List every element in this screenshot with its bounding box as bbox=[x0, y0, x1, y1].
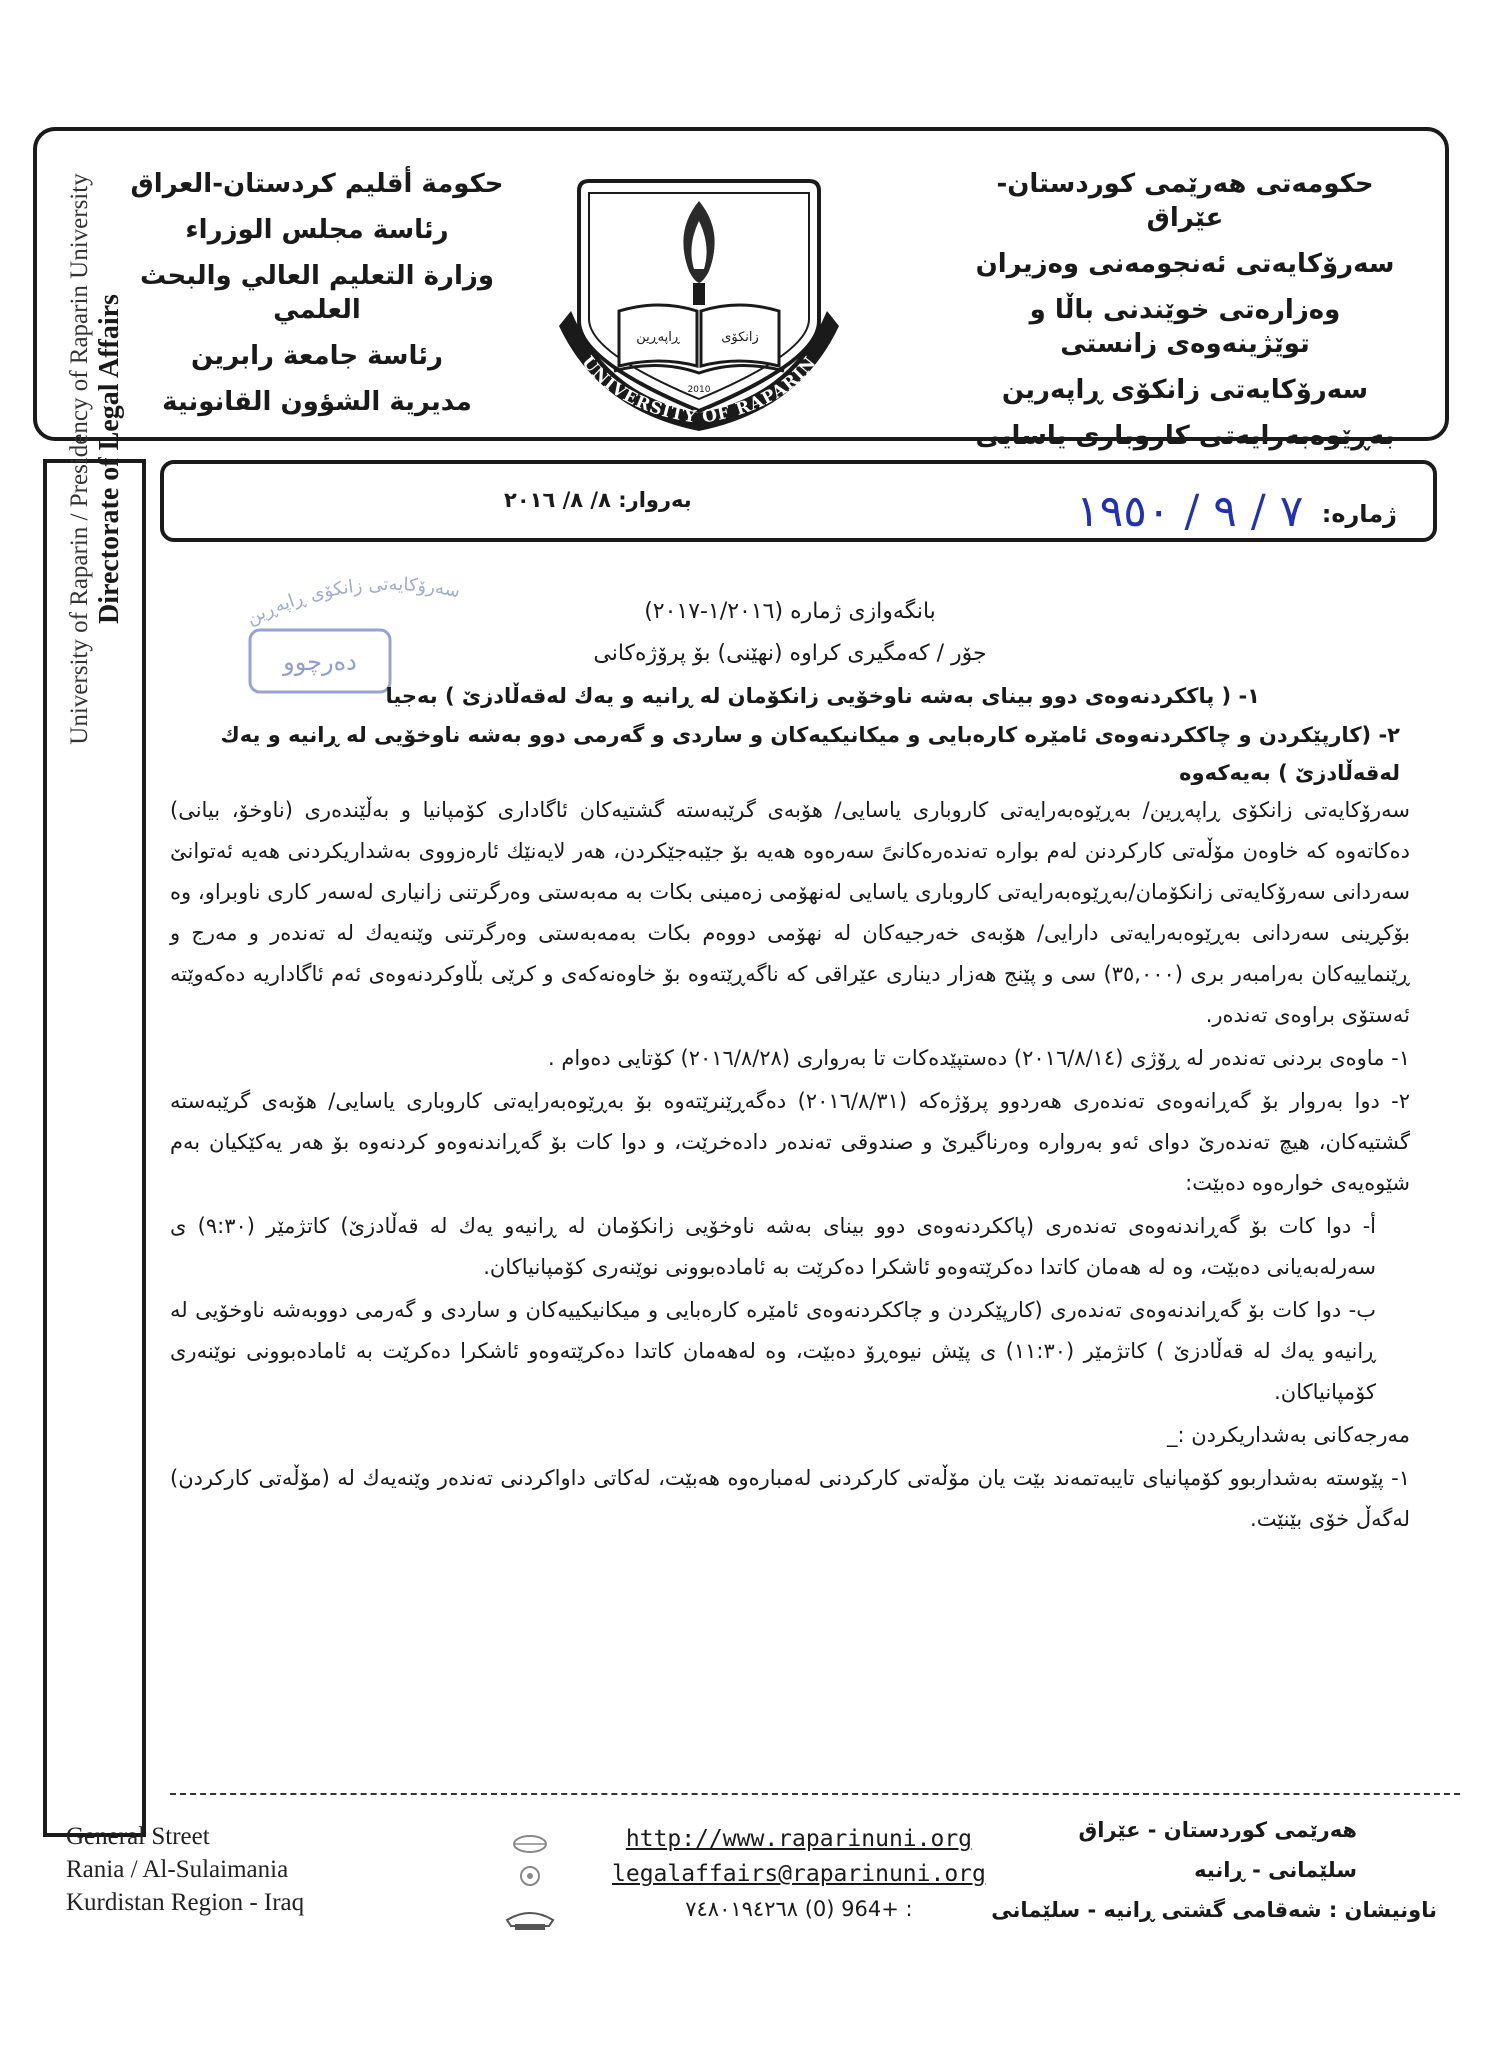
reference-number-label: ژمارە: bbox=[1321, 500, 1397, 528]
point-one: ١- ماوەی بردنی تەندەر لە ڕۆژی (٢٠١٦/٨/١٤) دەستپێدەكات تا بەرواری (٢٠١٦/٨/٢٨) كۆتایی دەوام . bbox=[548, 1046, 1410, 1070]
footer-address-ku-line: ناونیشان : شەقامی گشتی ڕانیە - سلێمانی bbox=[991, 1898, 1437, 1922]
reference-date-label: بەروار: bbox=[618, 488, 692, 512]
footer-contact bbox=[612, 1822, 986, 1927]
header-arabic-line: حكومة أقليم كردستان-العراق bbox=[130, 169, 504, 199]
conditions-heading: مەرجەكانی بەشداریكردن :_ bbox=[1166, 1423, 1410, 1447]
point-two: ٢- دوا بەروار بۆ گەڕانەوەی تەندەری هەردوو پرۆژەكە (٢٠١٦/٨/٣١) دەگەڕێنرێتەوە بۆ بەڕێوەبەرایەتی كاروباری یاسایی/ هۆبەی گرێبەستە گشتیەكان، هیچ تەندەرێ دوای ئەو بەروارە وەرناگیرێ و صندوقی تەندەر دادەخرێت، و دوا كات بۆ گەڕاندنەوەو كردنەوە بۆ هەر یەكێكیان بەم شێوەیەی خوارەوە دەبێت: bbox=[170, 1089, 1411, 1195]
header-arabic bbox=[117, 167, 517, 419]
letterhead-box bbox=[33, 127, 1449, 451]
logo-arc-text: UNIVERSITY OF RAPARIN bbox=[577, 352, 821, 429]
reference-box bbox=[160, 460, 1437, 542]
sidebar-line-university: University of Raparin / Presidency of Raparin University bbox=[66, 173, 93, 745]
footer-address-ku bbox=[991, 1810, 1437, 1930]
stamp-center-text: دەرچوو bbox=[283, 648, 357, 676]
footer-address-ku-line: سلێمانی - ڕانیە bbox=[1194, 1858, 1357, 1882]
footer-address-en-line: Kurdistan Region - Iraq bbox=[66, 1889, 305, 1916]
reference-date bbox=[504, 488, 692, 512]
reference-number bbox=[1075, 482, 1397, 537]
project-one: ١- ( پاككردنەوەی دوو بینای بەشە ناوخۆیی زانكۆمان لە ڕانیە و یەك لەقەڵادزێ ) بەجیا bbox=[385, 684, 1260, 708]
logo-book-left: زانكۆی bbox=[721, 330, 759, 345]
footer-address-ku-line: هەرێمی كوردستان - عێراق bbox=[1078, 1818, 1357, 1842]
globe-icon bbox=[514, 1836, 546, 1852]
sidebar-line-directorate: Directorate of Legal Affairs bbox=[94, 294, 125, 624]
footer-address-en bbox=[66, 1820, 304, 1919]
header-arabic-line: وزارة التعليم العالي والبحث العلمي bbox=[140, 261, 494, 325]
announcement-title: بانگەوازی ژمارە (١/٢٠١٦-٢٠١٧) bbox=[644, 599, 936, 624]
stamp-arc-text: سەرۆكایەتی زانكۆی ڕاپەڕین bbox=[243, 573, 462, 630]
announcement-type: جۆر / كەمگیری كراوە (نهێنی) بۆ پرۆژەكانی bbox=[593, 641, 987, 666]
intro-paragraph: سەرۆكایەتی زانكۆی ڕاپەڕین/ بەڕێوەبەرایەتی كاروباری یاسایی/ هۆبەی گرێبەستە گشتیەكان ئاگاداری كۆمپانیا و بەڵێندەری (ناوخۆ، بیانی) دەكاتەوە كە خاوەن مۆڵەتی كاركردنن لەم بوارە تەندەرەكانیً سەرەوە هەیە بۆ جێبەجێكردن، هەر لایەنێك ئارەزووی بەشداریكردنی هەیە ئەتوانێ سەردانی سەرۆكایەتی زانكۆمان/بەڕێوەبەرایەتی كاروباری یاسایی لەنهۆمی زەمینی بكات بە مەبەستی وەرگرتنی زانیاری لەسەر كاری ناوبراو، وە بۆكڕینی سەردانی بەڕێوەبەرایەتی دارایی/ هۆبەی خەرجیەكان لە نهۆمی دووەم بكات بەمەبەستی وەرگرتنی وێنەیەك لە تەندەر و مەرج و ڕێنماییەكان بەرامبەر بری (٣٥,٠٠٠) سی و پێنج هەزار دیناری عێراقی كە ناگەڕێتەوە بۆ خاوەنەكەی و كرێی بڵاوكردنەوەی ئەم ئاگاداریە دەكەوێتە ئەستۆی براوەی تەندەر. bbox=[170, 798, 1411, 1027]
logo-book-right: ڕاپەڕین bbox=[636, 330, 680, 345]
phone-icon bbox=[507, 1913, 553, 1930]
sidebar-text bbox=[51, 0, 141, 1148]
header-kurdish-line: سەرۆكایەتی ئەنجومەنی وەزیران bbox=[975, 249, 1395, 279]
header-arabic-line: مديرية الشؤون القانونية bbox=[162, 387, 472, 417]
header-kurdish bbox=[965, 167, 1405, 453]
logo-year: 2010 bbox=[687, 385, 711, 395]
header-kurdish-line: حكومەتی هەرێمی كوردستان- عێراق bbox=[996, 169, 1374, 233]
header-kurdish-line: بەڕێوەبەرایەتی كاروباری یاسایی bbox=[975, 421, 1395, 451]
header-arabic-line: رئاسة جامعة رابرين bbox=[191, 341, 443, 371]
announcement-titles bbox=[180, 592, 1400, 792]
website-link[interactable]: http://www.raparinuni.org bbox=[625, 1826, 973, 1852]
footer-address-en-line: Rania / Al-Sulaimania bbox=[66, 1856, 289, 1883]
point-b: ب- دوا كات بۆ گەڕاندنەوەی تەندەری (كارپێكردن و چاككردنەوەی ئامێرە كارەبایی و میكانیكییەكان و ساردی و گەرمی دووبەشە ناوخۆیی لە ڕانیەو یەك لە قەڵادزێ ) كاتژمێر (١١:٣٠) ی پێش نیوەڕۆ دەبێت، وە لەهەمان كاتدا دەكرێتەوەو ئاشكرا دەكرێت بە ئامادەبوونی نوێنەری كۆمپانیاكان. bbox=[170, 1298, 1377, 1404]
condition-one: ١- پێوستە بەشداربوو كۆمپانیای تایبەتمەند بێت یان مۆڵەتی كاركردنی لەمبارەوە هەبێت، لەكاتی داواكردنی تەندەر وێنەیەك لە (مۆڵەتی كاركردن) لەگەڵ خۆی بێنێت. bbox=[170, 1466, 1410, 1531]
email-icon bbox=[521, 1867, 539, 1885]
project-two: ٢- (كارپێكردن و چاككردنەوەی ئامێرە كارەبایی و میكانیكیەكان و ساردی و گەرمی دوو بەشە ناوخۆیی لە ڕانیە و یەك لەقەڵادزێ ) بەیەكەوە bbox=[220, 723, 1400, 785]
point-a: أ- دوا كات بۆ گەڕاندنەوەی تەندەری (پاككردنەوەی دوو بینای بەشە ناوخۆیی زانكۆمان لە ڕانیەو یەك لە قەڵادزێ) كاتژمێر (٩:٣٠) ی سەرلەبەیانی دەبێت، وە لە هەمان كاتدا دەكرێتەوەو ئاشكرا دەكرێت بە ئامادەبوونی نوێنەری كۆمپانیاكان. bbox=[170, 1214, 1376, 1279]
header-arabic-line: رئاسة مجلس الوزراء bbox=[185, 215, 449, 245]
university-logo bbox=[559, 161, 839, 431]
footer-address-en-line: General Street bbox=[66, 1823, 210, 1850]
reference-number-value: ٧ / ٩ / ١٩٥٠ bbox=[1075, 486, 1304, 537]
phone-number: : +964 (0) ٧٤٨٠١٩٤٢٦٨ bbox=[685, 1897, 913, 1921]
email-link[interactable]: legalaffairs@raparinuni.org bbox=[612, 1861, 986, 1887]
footer-divider bbox=[170, 1793, 1460, 1795]
header-kurdish-line: وەزارەتی خوێندنی باڵا و توێژینەوەی زانستی bbox=[1029, 295, 1341, 359]
header-kurdish-line: سەرۆكایەتی زانكۆی ڕاپەرین bbox=[1001, 375, 1369, 405]
reference-date-value: ٨/ ٨/ ٢٠١٦ bbox=[504, 488, 611, 512]
announcement-body bbox=[170, 790, 1410, 1540]
contact-icons bbox=[495, 1828, 565, 1938]
